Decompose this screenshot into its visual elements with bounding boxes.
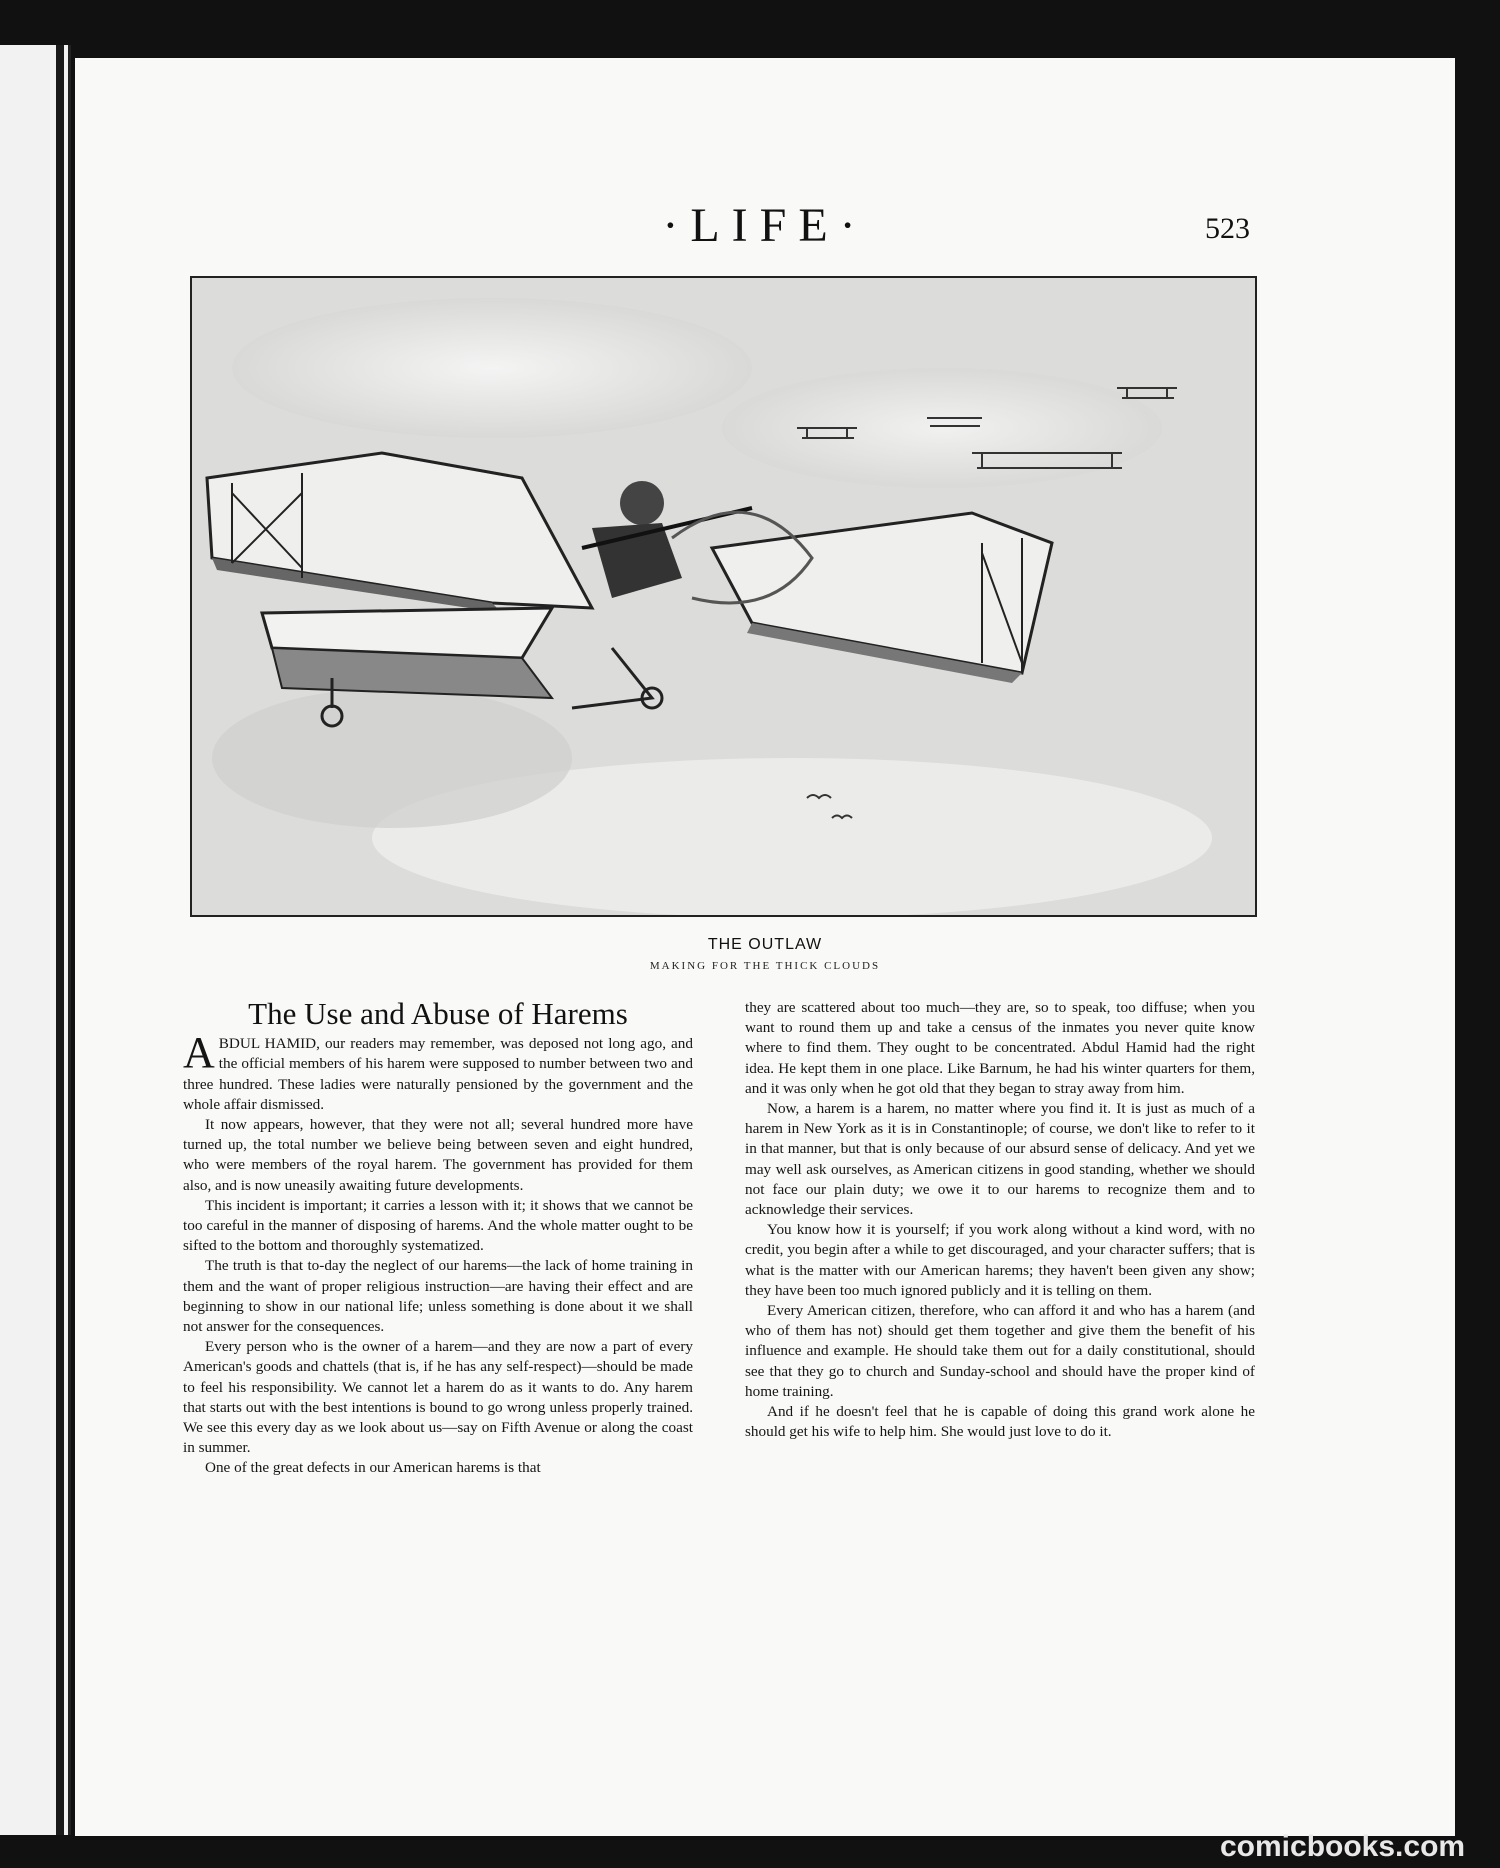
magazine-title: ·LIFE· bbox=[662, 199, 868, 252]
paragraph-text: BDUL HAMID, our readers may remember, was deposed not long ago, and the official members of his harem were supposed to number between two and three hundred. These ladies were naturally pensioned by the government and the whole affair dismissed. bbox=[183, 1035, 693, 1113]
magazine-page bbox=[75, 58, 1455, 1836]
article-paragraph: Every person who is the owner of a harem—and they are now a part of every American's goods and chattels (that is, if he has any self-respect)—should be made to feel his responsibility. We cannot let a harem do as it wants to do. Any harem that starts out with the best intentions is bound to go wrong unless properly trained. We see this every day as we look about us—say on Fifth Avenue or along the coast in summer. bbox=[183, 1338, 693, 1457]
article-paragraph: The truth is that to-day the neglect of our harems—the lack of home training in them and the want of proper religious instruction—are having their effect and are beginning to show in our national life; unless something is done about it we shall not answer for the consequences. bbox=[183, 1257, 693, 1336]
article-paragraph: It now appears, however, that they were not all; several hundred more have turned up, the total number we believe being between seven and eight hundred, who were members of the royal harem. The government has provided for them also, and is now uneasily awaiting future developments. bbox=[183, 1116, 693, 1194]
article-paragraph: And if he doesn't feel that he is capable of doing this grand work alone he should get his wife to help him. She would just love to do it. bbox=[745, 1403, 1255, 1441]
drop-cap: A bbox=[183, 1028, 215, 1078]
illustration-caption-subtitle: MAKING FOR THE THICK CLOUDS bbox=[649, 960, 881, 972]
article-paragraph: This incident is important; it carries a lesson with it; it shows that we cannot be too careful in the manner of disposing of harems. And the whole matter ought to be sifted to the bottom and thoroughly systematized. bbox=[183, 1196, 693, 1255]
site-watermark: comicbooks.com bbox=[1220, 1830, 1466, 1863]
illustration-drawing bbox=[192, 278, 1255, 915]
article-paragraph: You know how it is yourself; if you work along without a kind word, with no credit, you begin after a while to get discouraged, and your character suffers; that is what is the matter with our American harems; they haven't been given any show; they have been too much ignored publicly and it is telling on them. bbox=[745, 1221, 1255, 1299]
article-paragraph bbox=[183, 1028, 693, 1115]
article-column-right bbox=[745, 998, 1255, 1442]
article-paragraph: One of the great defects in our American harems is that bbox=[205, 1459, 541, 1477]
article-title: The Use and Abuse of Harems bbox=[248, 996, 628, 1031]
binding-shadow bbox=[56, 45, 64, 1835]
illustration-caption-title: THE OUTLAW bbox=[707, 936, 823, 953]
article-paragraph: they are scattered about too much—they are, so to speak, too diffuse; when you want to round them up and take a census of the inmates you never quite know where to find them. They ought to be concentrated. Abdul Hamid had the right idea. He kept them in one place. Like Barnum, he had his winter quarters for them, and it was only when he got old that they began to stray away from him. bbox=[745, 999, 1255, 1097]
article-paragraph: Every American citizen, therefore, who can afford it and who has a harem (and who of them has not) should get them together and give them the benefit of his influence and example. He should take them out for a daily constitutional, should see that they go to church and Sunday-school and should have the proper kind of home training. bbox=[745, 1302, 1255, 1400]
page-number: 523 bbox=[1205, 212, 1250, 245]
biplane-illustration bbox=[190, 276, 1257, 917]
article-paragraph: Now, a harem is a harem, no matter where you find it. It is just as much of a harem in New York as it is in Constantinople; of course, we don't like to refer to it in that manner, but that is only because of our absurd sense of delicacy. And yet we may well ask ourselves, as American citizens in good standing, whether we should not face our plain duty; we owe it to our harems to recognize them and to acknowledge their services. bbox=[745, 1100, 1255, 1219]
article-column-left bbox=[183, 998, 693, 1479]
